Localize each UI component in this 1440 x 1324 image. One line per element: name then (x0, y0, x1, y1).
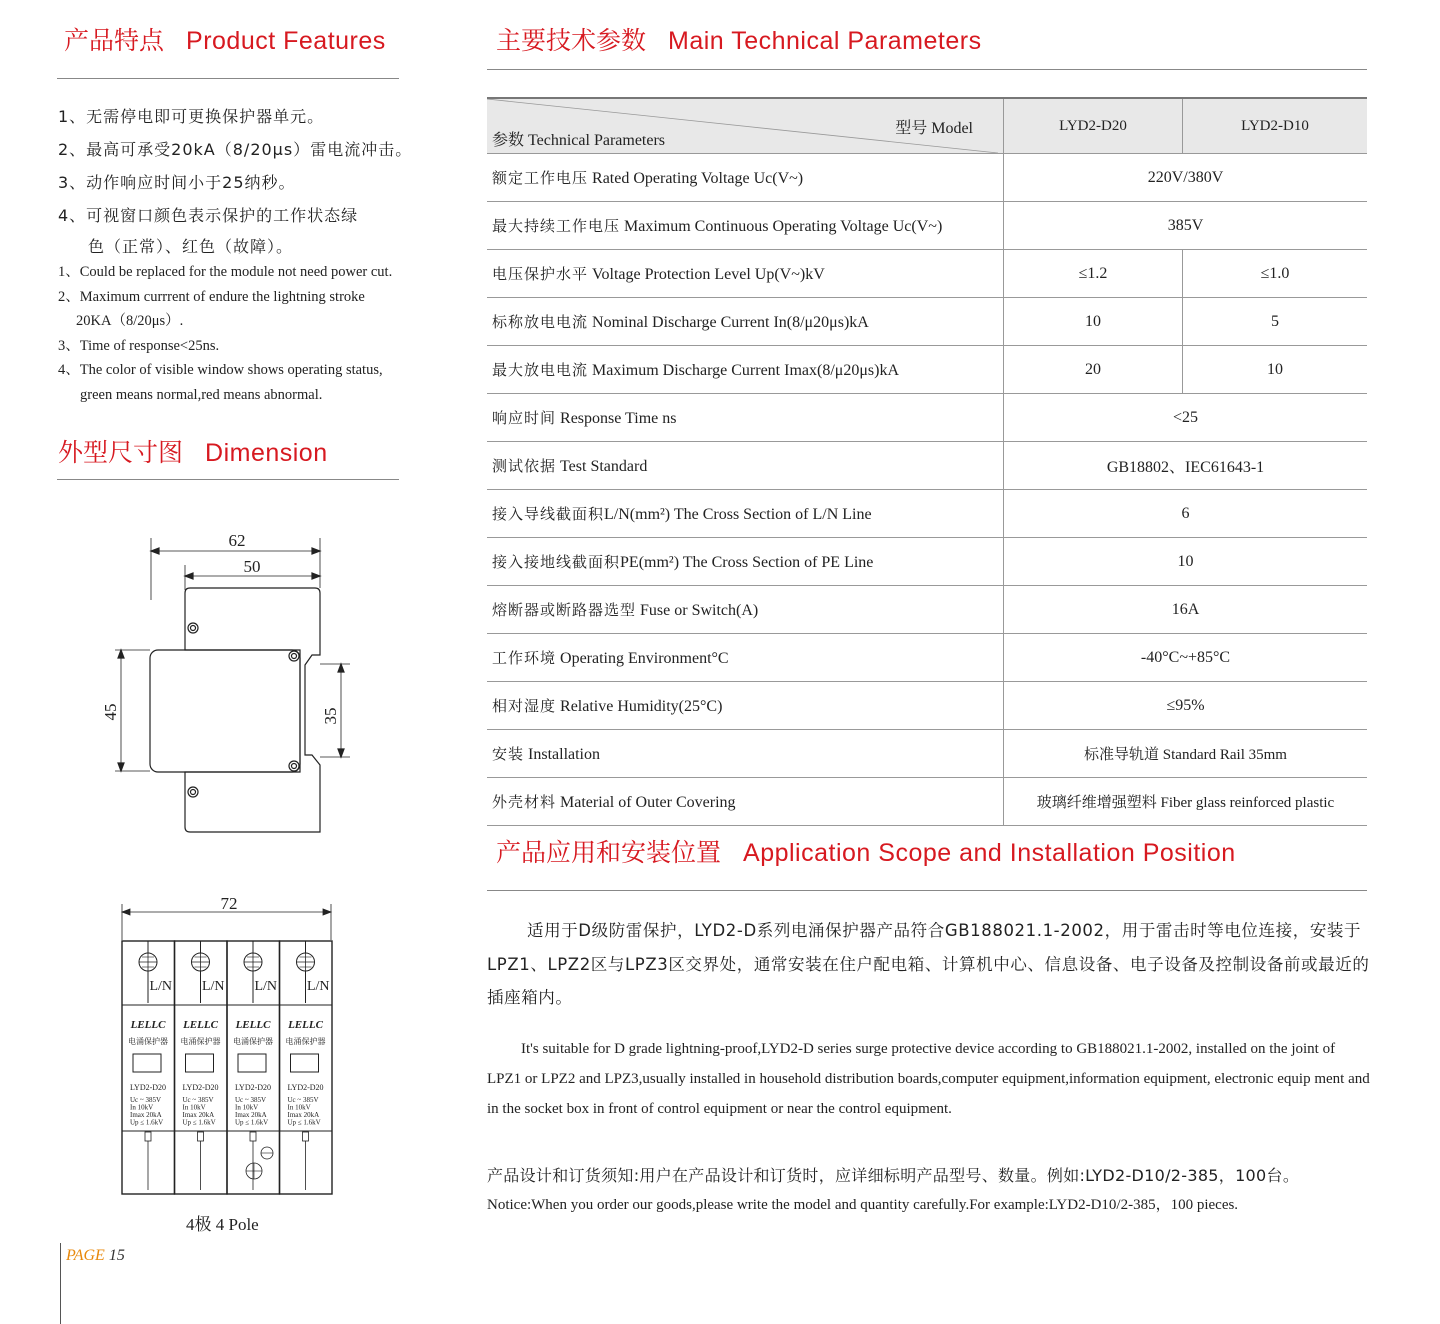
module-spec: Up ≤ 1.6kV (182, 1118, 216, 1127)
params-heading-en: Main Technical Parameters (668, 27, 982, 55)
param-label (487, 682, 1004, 730)
dim-35-label: 35 (321, 707, 340, 725)
param-value: ≤95% (1004, 682, 1368, 730)
param-label (487, 442, 1004, 490)
status-window (133, 1054, 161, 1072)
dim-45-label: 45 (101, 703, 120, 721)
params-rule (487, 69, 1367, 70)
pole-module (122, 941, 175, 1194)
dim-72-label: 72 (220, 894, 238, 913)
feature-cn-4b: 色（正常）、红色（故障）。 (88, 237, 294, 256)
param-label-en: Relative Humidity(25°C) (556, 698, 723, 715)
dim-50-label: 50 (243, 557, 261, 576)
param-label-cn: 工作环境 (492, 649, 557, 667)
param-row (487, 298, 1367, 346)
param-label (487, 634, 1004, 682)
module-name: 电涌保护器 (180, 1037, 221, 1046)
dimension-heading (58, 438, 328, 468)
param-row (487, 250, 1367, 298)
order-notice-en: Notice:When you order our goods,please write the model and quantity carefully.For example:LYD2-D10/2-385，100 pieces. (487, 1197, 1239, 1213)
param-row (487, 394, 1367, 442)
module-spec: Uc ~ 385V (235, 1096, 267, 1104)
param-row (487, 442, 1367, 490)
param-value: -40°C~+85°C (1004, 634, 1368, 682)
param-label-cn: 熔断器或断路器选型 (492, 601, 637, 619)
param-row (487, 586, 1367, 634)
page-number-value: 15 (108, 1247, 125, 1264)
features-heading-en: Product Features (186, 27, 386, 55)
module-spec: Uc ~ 385V (287, 1096, 319, 1104)
side-view-drawing (100, 520, 370, 850)
feature-en-4b: green means normal,red means abnormal. (80, 386, 323, 403)
module-spec: Up ≤ 1.6kV (287, 1118, 321, 1127)
order-notice-cn: 产品设计和订货须知:用户在产品设计和订货时，应详细标明产品型号、数量。例如:LYD2-D10/2-385，100台。 (487, 1166, 1300, 1185)
param-row (487, 202, 1367, 250)
param-label-cn: 安装 (492, 745, 525, 763)
module-spec: Uc ~ 385V (130, 1096, 162, 1104)
module-model: LYD2-D20 (182, 1083, 219, 1092)
front-view-drawing (115, 890, 340, 1200)
param-label-cn: 相对湿度 (492, 697, 557, 715)
params-table (487, 97, 1367, 826)
module-name: 电涌保护器 (285, 1037, 326, 1046)
param-label (487, 730, 1004, 778)
param-row (487, 346, 1367, 394)
param-label-en: Installation (524, 746, 600, 763)
param-value: 16A (1004, 586, 1368, 634)
brand-logo: LELLC (288, 1019, 323, 1031)
param-label (487, 586, 1004, 634)
module-spec: Uc ~ 385V (182, 1096, 214, 1104)
param-label-en: Maximum Discharge Current Imax(8/μ20μs)kA (588, 362, 900, 379)
dimension-heading-en: Dimension (205, 439, 328, 467)
module-model: LYD2-D20 (287, 1083, 324, 1092)
module-spec: In 10kV (130, 1103, 154, 1112)
features-heading-cn: 产品特点 (64, 26, 165, 55)
param-label-en: Rated Operating Voltage Uc(V~) (588, 170, 804, 187)
feature-en-2: 2、Maximum currrent of endure the lightning stroke (58, 288, 365, 305)
param-row (487, 490, 1367, 538)
module-spec: Imax 20kA (130, 1111, 162, 1119)
param-label-en: Fuse or Switch(A) (636, 602, 759, 619)
params-heading-cn: 主要技术参数 (496, 26, 647, 55)
param-label-en: Response Time ns (556, 410, 677, 427)
param-value-d10: ≤1.0 (1183, 250, 1368, 298)
page-number (66, 1247, 125, 1265)
param-row (487, 634, 1367, 682)
header-param-label: 参数 Technical Parameters (492, 132, 666, 149)
param-label (487, 394, 1004, 442)
module-spec: In 10kV (287, 1103, 311, 1112)
param-value: 220V/380V (1004, 154, 1368, 202)
terminal-label: L/N (149, 979, 172, 994)
param-value-d20: 10 (1004, 298, 1183, 346)
dimension-rule (57, 479, 399, 480)
param-row (487, 538, 1367, 586)
application-heading-en: Application Scope and Installation Position (743, 839, 1236, 867)
param-row (487, 778, 1367, 826)
status-window (186, 1054, 214, 1072)
brand-logo: LELLC (183, 1019, 218, 1031)
param-label-en: Test Standard (556, 458, 648, 475)
module-model: LYD2-D20 (234, 1083, 272, 1092)
param-value: 玻璃纤维增强塑料 Fiber glass reinforced plastic (1004, 778, 1368, 826)
param-label (487, 154, 1004, 202)
param-row (487, 730, 1367, 778)
param-label (487, 346, 1004, 394)
param-label-cn: 接入接地线截面积 (492, 553, 621, 571)
header-model-label: 型号 Model (895, 120, 973, 137)
param-label-en: Voltage Protection Level Up(V~)kV (588, 266, 825, 283)
module-spec: Up ≤ 1.6kV (130, 1118, 164, 1127)
pole-module (175, 941, 228, 1194)
feature-cn-2: 2、最高可承受20kA（8/20μs）雷电流冲击。 (58, 140, 413, 159)
param-label-cn: 标称放电电流 (492, 313, 589, 331)
feature-en-4: 4、The color of visible window shows operating status, (58, 362, 383, 379)
params-header-cell (487, 98, 1004, 154)
status-window (291, 1054, 319, 1072)
pole-label: 4极 4 Pole (186, 1215, 259, 1234)
param-row (487, 154, 1367, 202)
param-label-cn: 额定工作电压 (492, 169, 589, 187)
param-label (487, 202, 1004, 250)
module-spec: Up ≤ 1.6kV (235, 1118, 269, 1127)
param-value-d20: 20 (1004, 346, 1183, 394)
param-label-cn: 电压保护水平 (492, 265, 589, 283)
application-para-cn: 适用于D级防雷保护，LYD2-D系列电涌保护器产品符合GB188021.1-2002，用于雷击时等电位连接，安装于LPZ1、LPZ2区与LPZ3区交界处，通常安装在住户配电箱、计算机中心、信息设备、电子设备及控制设备前或最近的插座箱内。 (487, 921, 1370, 1007)
module-model: LYD2-D20 (129, 1083, 167, 1092)
page-margin-line (60, 1243, 61, 1324)
param-label (487, 250, 1004, 298)
param-label-en: L/N(mm²) The Cross Section of L/N Line (604, 506, 872, 523)
module-spec: Imax 20kA (287, 1111, 320, 1119)
param-row (487, 682, 1367, 730)
param-label (487, 298, 1004, 346)
application-heading-cn: 产品应用和安装位置 (496, 838, 722, 867)
param-label (487, 490, 1004, 538)
params-heading (496, 26, 982, 56)
dimension-heading-cn: 外型尺寸图 (58, 438, 184, 467)
terminal-label: L/N (254, 979, 277, 994)
terminal-label: L/N (201, 979, 225, 994)
brand-logo: LELLC (235, 1019, 271, 1031)
model-b-header: LYD2-D10 (1183, 98, 1368, 154)
param-value-d20: ≤1.2 (1004, 250, 1183, 298)
application-rule (487, 890, 1367, 891)
param-label-cn: 最大放电电流 (492, 361, 589, 379)
param-value: 6 (1004, 490, 1368, 538)
param-value: 标准导轨道 Standard Rail 35mm (1004, 730, 1368, 778)
feature-cn-4: 4、可视窗口颜色表示保护的工作状态绿 (58, 206, 359, 225)
param-label-cn: 外壳材料 (492, 793, 557, 811)
module-name: 电涌保护器 (128, 1037, 168, 1046)
param-label-cn: 测试依据 (492, 457, 557, 475)
param-value: <25 (1004, 394, 1368, 442)
param-label-cn: 最大持续工作电压 (492, 217, 621, 235)
application-heading (496, 838, 1236, 868)
pole-module (280, 941, 333, 1194)
param-label-en: Nominal Discharge Current In(8/μ20μs)kA (588, 314, 869, 331)
terminal-label: L/N (306, 979, 330, 994)
feature-cn-3: 3、动作响应时间小于25纳秒。 (58, 173, 296, 192)
module-spec: Imax 20kA (182, 1111, 215, 1119)
module-spec: In 10kV (235, 1103, 259, 1112)
features-list-cn (58, 100, 412, 261)
param-label-cn: 响应时间 (492, 409, 557, 427)
model-a-header: LYD2-D20 (1004, 98, 1183, 154)
page-label: PAGE (66, 1247, 105, 1264)
features-list-en (58, 260, 392, 408)
feature-en-3: 3、Time of response<25ns. (58, 337, 220, 354)
param-label-cn: 接入导线截面积 (492, 505, 605, 523)
param-label-en: PE(mm²) The Cross Section of PE Line (620, 554, 874, 571)
param-value: 10 (1004, 538, 1368, 586)
param-label (487, 778, 1004, 826)
features-heading (64, 26, 386, 56)
param-label (487, 538, 1004, 586)
module-spec: In 10kV (182, 1103, 206, 1112)
param-label-en: Maximum Continuous Operating Voltage Uc(V~) (620, 218, 943, 235)
status-window (238, 1054, 266, 1072)
param-value: 385V (1004, 202, 1368, 250)
pole-module (227, 941, 280, 1194)
module-name: 电涌保护器 (233, 1037, 273, 1046)
brand-logo: LELLC (130, 1019, 166, 1031)
param-value-d10: 5 (1183, 298, 1368, 346)
module-spec: Imax 20kA (235, 1111, 267, 1119)
application-para-en: It's suitable for D grade lightning-proof,LYD2-D series surge protective device according to GB188021.1-2002, installed on the joint of LPZ1 or LPZ2 and LPZ3,usually installed in household distribution boards,computer equipment,information equipment, electronic equip ment and in the socket box in front of control equipment or near the control equipment. (487, 1041, 1370, 1117)
param-label-en: Material of Outer Covering (556, 794, 736, 811)
param-label-en: Operating Environment°C (556, 650, 729, 667)
param-value: GB18802、IEC61643-1 (1004, 442, 1368, 490)
features-rule (57, 78, 399, 79)
params-header-row (487, 98, 1367, 154)
dim-62-label: 62 (228, 531, 246, 550)
feature-en-1: 1、Could be replaced for the module not need power cut. (58, 264, 393, 280)
feature-cn-1: 1、无需停电即可更换保护器单元。 (58, 107, 325, 126)
param-value-d10: 10 (1183, 346, 1368, 394)
feature-en-2b: 20KA（8/20μs）. (76, 313, 184, 330)
